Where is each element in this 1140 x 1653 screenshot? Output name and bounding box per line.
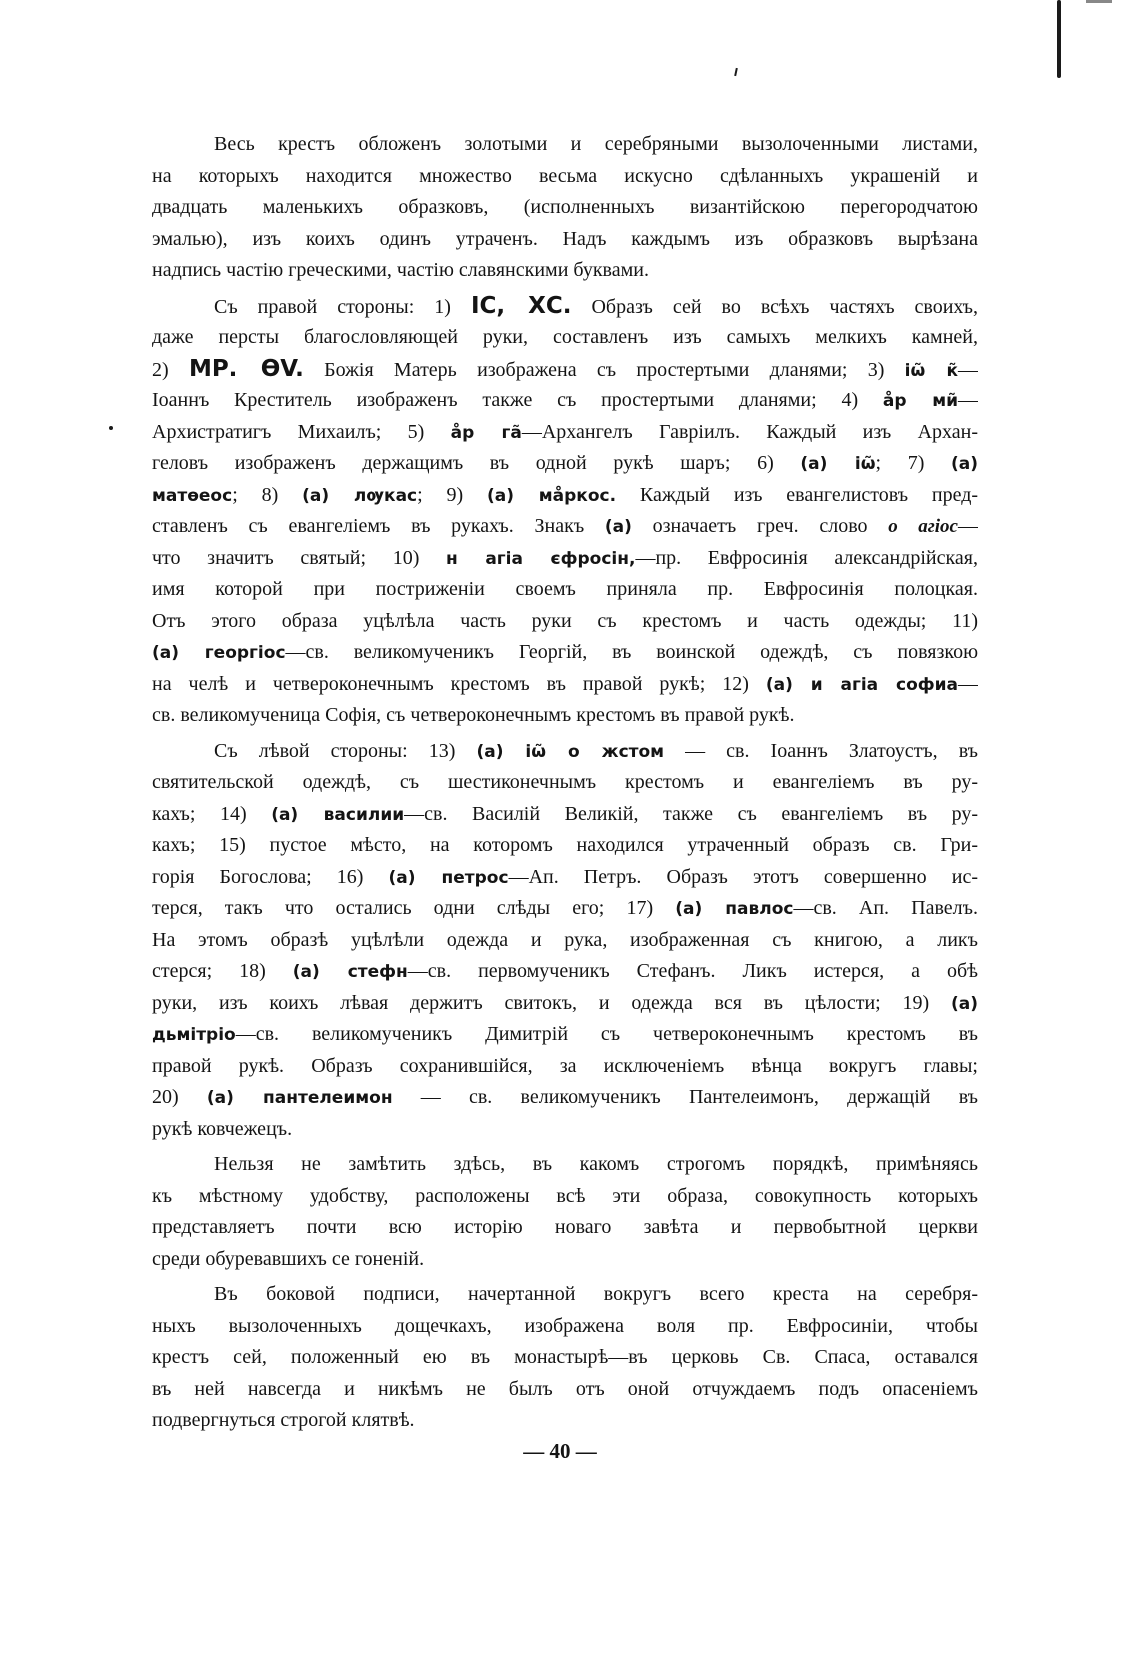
slavonic-inscription: а̊р га̃ (450, 422, 522, 443)
text-line (152, 862, 978, 894)
text-run: стерся; 18) (152, 960, 293, 982)
text-run: Съ лѣвой стороны: 13) (214, 739, 477, 762)
text-line (152, 417, 978, 449)
slavonic-inscription: (а) іѡ̃ (800, 454, 876, 474)
slavonic-inscription: (а) пантелеимон (206, 1088, 393, 1108)
text-run: означаетъ греч. слово (631, 515, 889, 537)
scan-edge-mark (1086, 0, 1112, 3)
slavonic-inscription: (а) стефн (292, 962, 408, 982)
text-line (152, 893, 978, 925)
paragraph (152, 1279, 978, 1437)
text-run: Образъ сей во всѣхъ частяхъ своихъ, (571, 295, 978, 318)
text-line (152, 1019, 978, 1051)
text-line: кахъ; 15) пустое мѣсто, на которомъ находился утраченный образъ св. Гри- (152, 834, 978, 856)
scan-speck (734, 68, 738, 76)
slavonic-inscription: а̊р ми̃ (882, 391, 959, 411)
slavonic-inscription: дьмітріо (152, 1025, 236, 1045)
text-run: кахъ; 14) (152, 802, 272, 825)
text-run: — (958, 389, 978, 411)
page-number: — 40 — (523, 1439, 597, 1463)
text-run: — (957, 358, 978, 381)
text-run: —св. великомученикъ Георгій, въ воинской одеждѣ, съ повязкою (285, 641, 978, 663)
text-line: св. великомученица Софія, съ четвероконечнымъ крестомъ въ правой рукѣ. (152, 704, 795, 726)
paragraph (152, 1149, 978, 1275)
slavonic-inscription: (а) георгіос (152, 643, 286, 663)
text-run: ; 8) (232, 483, 303, 506)
text-run: на челѣ и четвероконечнымъ крестомъ въ правой рукѣ; 12) (152, 672, 766, 695)
text-line: подвергнуться строгой клятвѣ. (152, 1409, 415, 1431)
text-line: надпись частію греческими, частію славянскими буквами. (152, 259, 649, 281)
text-line (152, 543, 978, 575)
text-line: Отъ этого образа уцѣлѣла часть руки съ крестомъ и часть одежды; 11) (152, 609, 978, 632)
text-line: двадцать маленькихъ образковъ, (исполненныхъ византійскою перегородчатою (152, 196, 978, 218)
slavonic-inscription: (а) петрос (388, 867, 509, 888)
paragraph (152, 129, 978, 287)
text-run: — св. Іоаннъ Златоустъ, въ (664, 739, 978, 762)
text-line (152, 736, 978, 768)
text-run: Божія Матерь изображена съ простертыми дланями; 3) (303, 358, 905, 381)
margin-dot (109, 426, 113, 430)
text-line: эмалью), изъ коихъ одинъ утраченъ. Надъ каждымъ изъ образковъ вырѣзана (152, 227, 978, 250)
text-run: ; 9) (417, 483, 488, 506)
text-run: Архистратигъ Михаилъ; 5) (152, 420, 451, 443)
text-line: даже персты благословляющей руки, составленъ изъ самыхъ мелкихъ камней, (152, 326, 978, 348)
text-line: правой рукѣ. Образъ сохранившійся, за исключеніемъ вѣнца вокругъ главы; (152, 1054, 978, 1077)
text-run: —св. первомученикъ Стефанъ. Ликъ истерся, а обѣ (407, 960, 978, 982)
greek-word: о агіос (888, 516, 958, 537)
text-run: горія Богослова; 16) (152, 865, 389, 888)
text-line: святительской одеждѣ, съ шестиконечнымъ крестомъ и евангеліемъ въ ру- (152, 771, 978, 793)
text-run: 2) (152, 358, 189, 381)
slavonic-inscription: (а) (604, 517, 632, 537)
paragraph (152, 291, 978, 732)
text-line: Весь крестъ обложенъ золотыми и серебряными вызолоченными листами, (214, 133, 978, 155)
text-run: —Архангелъ Гавріилъ. Каждый изъ Архан- (521, 420, 978, 443)
text-line: ныхъ вызолоченныхъ дощечкахъ, изображена воля пр. Евфросиніи, чтобы (152, 1314, 978, 1337)
text-run: —пр. Евфросинія александрійская, (635, 546, 978, 569)
text-run: ; 7) (875, 452, 951, 474)
slavonic-inscription: матѳеос (152, 485, 233, 506)
text-line: рукѣ ковчежецъ. (152, 1117, 293, 1140)
slavonic-inscription: МР. ѲV. (188, 355, 304, 382)
slavonic-inscription: (а) (950, 993, 978, 1014)
text-run: что значитъ святый; 10) (152, 546, 447, 569)
slavonic-inscription: н агіа єфросін, (446, 548, 636, 569)
text-run: Съ правой стороны: 1) (214, 295, 471, 318)
text-line: Въ боковой подписи, начертанной вокругъ всего креста на серебря- (214, 1283, 978, 1305)
text-run: — (958, 672, 978, 695)
text-run: руки, изъ коихъ лѣвая держитъ свитокъ, и одежда вся въ цѣлости; 19) (152, 991, 951, 1014)
text-line: На этомъ образѣ уцѣлѣли одежда и рука, изображенная съ книгою, а ликъ (152, 928, 978, 951)
page-body-text (152, 129, 978, 1441)
slavonic-inscription: (а) (950, 454, 978, 474)
text-line: представляетъ почти всю исторію новаго завѣта и первобытной церкви (152, 1216, 978, 1238)
slavonic-inscription: ІС, ХС. (470, 292, 572, 319)
text-line (152, 637, 978, 669)
text-line: имя которой при постриженіи своемъ приняла пр. Евфросинія полоцкая. (152, 578, 978, 600)
text-line (152, 669, 978, 701)
text-line: Нельзя не замѣтить здѣсь, въ какомъ строгомъ порядкѣ, примѣняясь (214, 1153, 978, 1175)
slavonic-inscription: (а) василии (271, 804, 405, 825)
text-run: — св. великомученикъ Пантелеимонъ, держащій въ (392, 1086, 978, 1108)
text-run: Каждый изъ евангелистовъ пред- (616, 483, 978, 506)
text-line (152, 385, 978, 417)
text-line (152, 354, 978, 386)
slavonic-inscription: (а) и агіа софиа (765, 674, 958, 695)
scan-edge-mark (1057, 0, 1061, 78)
text-line: къ мѣстному удобству, расположены всѣ эти образа, совокупность которыхъ (152, 1184, 978, 1207)
text-run: терся, такъ что остались одни слѣды его; 17) (152, 897, 676, 919)
text-run: геловъ изображенъ держащимъ въ одной рукѣ шаръ; 6) (152, 452, 801, 474)
text-line (152, 480, 978, 512)
text-line (152, 448, 978, 480)
text-line (152, 988, 978, 1020)
text-line: въ ней навсегда и никѣмъ не былъ отъ оной отчуждаемъ подъ опасеніемъ (152, 1377, 978, 1400)
slavonic-inscription: іѡ̃ к̃ (904, 360, 958, 381)
text-line: на которыхъ находится множество весьма искусно сдѣланныхъ украшеній и (152, 164, 978, 187)
text-run: —св. Василій Великій, также съ евангеліемъ въ ру- (404, 802, 978, 825)
slavonic-inscription: (а) ма̊ркос. (487, 485, 617, 506)
text-run: — (957, 515, 978, 537)
text-line: среди обуревавшихъ се гоненій. (152, 1247, 425, 1270)
text-line: крестъ сей, положенный ею въ монастырѣ—въ церковь Св. Спаса, оставался (152, 1346, 978, 1368)
text-line (152, 799, 978, 831)
text-run: Іоаннъ Креститель изображенъ также съ простертыми дланями; 4) (152, 389, 883, 411)
paragraph (152, 736, 978, 1146)
slavonic-inscription: (а) павлос (675, 899, 794, 919)
text-line (152, 1082, 978, 1114)
text-run: —св. великомученикъ Димитрій съ четвероконечнымъ крестомъ въ (235, 1023, 978, 1045)
text-line (152, 291, 978, 323)
slavonic-inscription: (а) іѡ̃ о жстом (476, 741, 665, 762)
text-run: ставленъ съ евангеліемъ въ рукахъ. Знакъ (152, 515, 605, 537)
text-run: —Ап. Петръ. Образъ этотъ совершенно ис- (508, 865, 978, 888)
text-line (152, 511, 978, 543)
slavonic-inscription: (а) лѹкас (302, 485, 418, 506)
text-run: 20) (152, 1086, 207, 1108)
text-run: —св. Ап. Павелъ. (793, 897, 978, 919)
text-line (152, 956, 978, 988)
